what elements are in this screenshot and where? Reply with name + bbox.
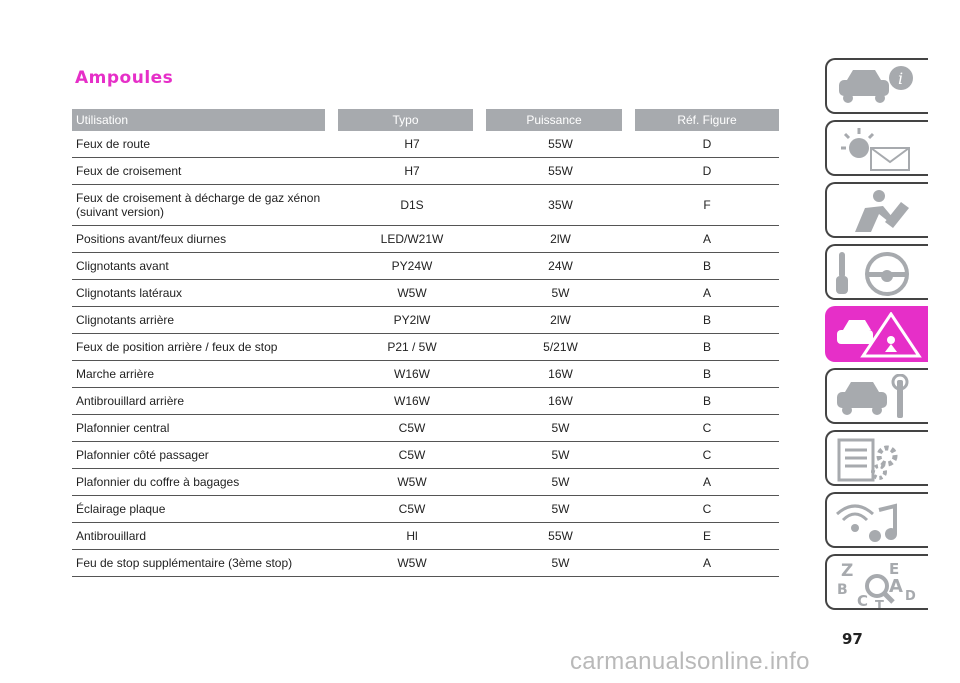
figure-ref-cell: A: [635, 280, 779, 307]
figure-ref-cell: B: [635, 388, 779, 415]
usage-cell: Feux de croisement à décharge de gaz xénon (suivant version): [72, 185, 338, 226]
table-row: [72, 442, 779, 469]
table-row: [72, 185, 779, 226]
power-cell: 16W: [486, 361, 635, 388]
table-row: [72, 226, 779, 253]
figure-ref-cell: C: [635, 415, 779, 442]
type-cell: D1S: [338, 185, 486, 226]
power-cell: 16W: [486, 388, 635, 415]
figure-ref-cell: A: [635, 226, 779, 253]
index-letter: B: [837, 582, 848, 598]
page-number: 97: [842, 630, 863, 648]
tab-steering-wheel[interactable]: [825, 244, 928, 300]
column-header: Utilisation: [72, 109, 338, 131]
usage-cell: Feux de route: [72, 131, 338, 158]
figure-ref-cell: D: [635, 158, 779, 185]
type-cell: W5W: [338, 469, 486, 496]
usage-cell: Feu de stop supplémentaire (3ème stop): [72, 550, 338, 577]
table-body: [72, 131, 779, 577]
tab-breakdown[interactable]: [825, 306, 928, 362]
tab-maintenance[interactable]: [825, 368, 928, 424]
usage-cell: Antibrouillard: [72, 523, 338, 550]
svg-text:i: i: [898, 69, 904, 88]
usage-cell: Clignotants arrière: [72, 307, 338, 334]
type-cell: P21 / 5W: [338, 334, 486, 361]
type-cell: W5W: [338, 280, 486, 307]
table-row: [72, 415, 779, 442]
table-row: [72, 361, 779, 388]
table-row: [72, 307, 779, 334]
bulbs-table: [72, 109, 779, 577]
power-cell: 55W: [486, 158, 635, 185]
table-row: [72, 523, 779, 550]
page-title: Ampoules: [75, 68, 174, 88]
index-letter: Z: [841, 561, 854, 581]
usage-cell: Clignotants latéraux: [72, 280, 338, 307]
usage-cell: Feux de position arrière / feux de stop: [72, 334, 338, 361]
multimedia-icon: [835, 498, 925, 546]
figure-ref-cell: C: [635, 442, 779, 469]
type-cell: C5W: [338, 415, 486, 442]
type-cell: W5W: [338, 550, 486, 577]
usage-cell: Éclairage plaque: [72, 496, 338, 523]
usage-cell: Plafonnier central: [72, 415, 338, 442]
type-cell: Hl: [338, 523, 486, 550]
column-header: Puissance: [486, 109, 635, 131]
watermark: carmanualsonline.info: [570, 648, 810, 675]
power-cell: 55W: [486, 131, 635, 158]
index-letter: E: [889, 560, 900, 578]
table-row: [72, 253, 779, 280]
figure-ref-cell: F: [635, 185, 779, 226]
tab-index[interactable]: [825, 554, 928, 610]
steering-wheel-key-icon: [835, 250, 925, 300]
table-row: [72, 158, 779, 185]
tab-car-info[interactable]: [825, 58, 928, 114]
technical-data-icon: [835, 436, 925, 484]
power-cell: 5W: [486, 442, 635, 469]
power-cell: 55W: [486, 523, 635, 550]
table-header-row: [72, 109, 779, 131]
power-cell: 5/21W: [486, 334, 635, 361]
usage-cell: Clignotants avant: [72, 253, 338, 280]
type-cell: H7: [338, 131, 486, 158]
figure-ref-cell: A: [635, 550, 779, 577]
power-cell: 5W: [486, 496, 635, 523]
figure-ref-cell: D: [635, 131, 779, 158]
figure-ref-cell: B: [635, 253, 779, 280]
usage-cell: Plafonnier côté passager: [72, 442, 338, 469]
usage-cell: Positions avant/feux diurnes: [72, 226, 338, 253]
figure-ref-cell: C: [635, 496, 779, 523]
column-header: Réf. Figure: [635, 109, 779, 131]
type-cell: H7: [338, 158, 486, 185]
power-cell: 5W: [486, 415, 635, 442]
usage-cell: Plafonnier du coffre à bagages: [72, 469, 338, 496]
table-row: [72, 469, 779, 496]
type-cell: W16W: [338, 361, 486, 388]
airbag-seat-icon: [835, 188, 925, 234]
table-row: [72, 496, 779, 523]
power-cell: 2lW: [486, 307, 635, 334]
usage-cell: Marche arrière: [72, 361, 338, 388]
tab-multimedia[interactable]: [825, 492, 928, 548]
table-row: [72, 550, 779, 577]
tab-warning-lights[interactable]: [825, 120, 928, 176]
table-row: [72, 280, 779, 307]
power-cell: 2lW: [486, 226, 635, 253]
power-cell: 5W: [486, 469, 635, 496]
index-letter: C: [857, 592, 869, 610]
table-row: [72, 131, 779, 158]
power-cell: 5W: [486, 550, 635, 577]
power-cell: 35W: [486, 185, 635, 226]
figure-ref-cell: B: [635, 307, 779, 334]
column-header: Typo: [338, 109, 486, 131]
tab-technical-data[interactable]: [825, 430, 928, 486]
tab-airbag-seat[interactable]: [825, 182, 928, 238]
type-cell: LED/W21W: [338, 226, 486, 253]
type-cell: C5W: [338, 496, 486, 523]
index-letter: A: [889, 576, 903, 597]
warning-lights-icon: [835, 126, 925, 172]
type-cell: W16W: [338, 388, 486, 415]
power-cell: 24W: [486, 253, 635, 280]
index-icon: [835, 560, 925, 610]
car-maintenance-icon: [835, 374, 925, 422]
car-info-icon: [835, 64, 925, 110]
type-cell: PY2lW: [338, 307, 486, 334]
figure-ref-cell: B: [635, 334, 779, 361]
usage-cell: Feux de croisement: [72, 158, 338, 185]
table-row: [72, 388, 779, 415]
figure-ref-cell: B: [635, 361, 779, 388]
index-letter: T: [875, 599, 884, 610]
type-cell: PY24W: [338, 253, 486, 280]
breakdown-warning-icon: [835, 312, 925, 360]
figure-ref-cell: A: [635, 469, 779, 496]
power-cell: 5W: [486, 280, 635, 307]
table-row: [72, 334, 779, 361]
type-cell: C5W: [338, 442, 486, 469]
index-letter: D: [905, 589, 916, 604]
usage-cell: Antibrouillard arrière: [72, 388, 338, 415]
figure-ref-cell: E: [635, 523, 779, 550]
